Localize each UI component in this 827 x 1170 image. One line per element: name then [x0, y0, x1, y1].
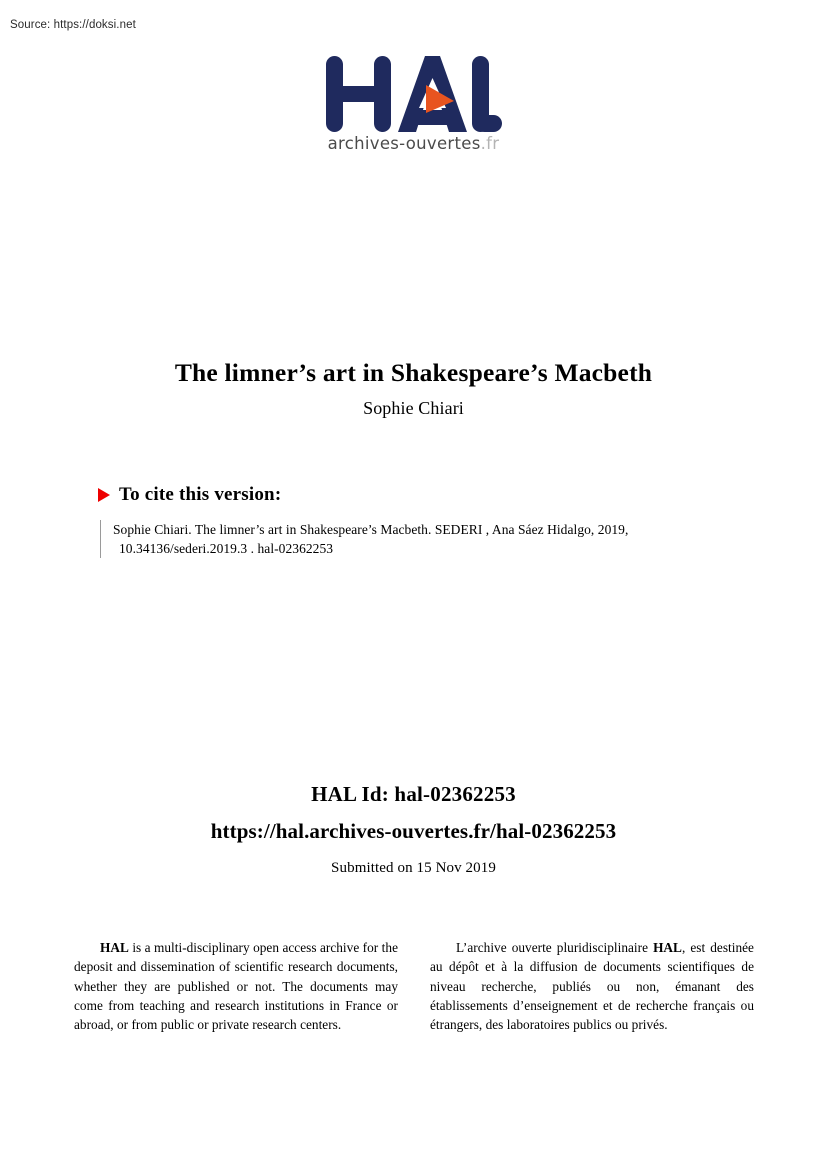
hal-id-block — [0, 784, 827, 877]
hal-id-url[interactable]: https://hal.archives-ouvertes.fr/hal-02362253 — [210, 819, 617, 843]
citation-line-2: 10.34136/sederi.2019.3 . hal-02362253 — [119, 541, 334, 557]
citation-block — [100, 520, 790, 558]
hal-logo-tagline — [0, 134, 827, 153]
hal-logo-tagline-main: archives-ouvertes — [327, 134, 481, 153]
hal-description-french — [430, 938, 754, 1034]
hal-lead-english: HAL — [100, 940, 129, 955]
hal-id-line: HAL Id: hal-02362253 — [311, 782, 516, 806]
hal-description-english — [74, 938, 398, 1034]
triangle-bullet-icon — [98, 488, 110, 502]
cite-heading-label: To cite this version: — [119, 484, 282, 505]
page-title: The limner’s art in Shakespeare’s Macbeth — [174, 358, 653, 387]
cite-section-heading — [98, 484, 281, 506]
title-block — [0, 358, 827, 419]
document-author: Sophie Chiari — [363, 398, 464, 419]
hal-description-columns — [74, 938, 754, 1034]
source-watermark: Source: https://doksi.net — [10, 19, 136, 31]
hal-description-english-text: is a multi-disciplinary open access archive for the deposit and dissemination of scientific research documents, whether they are published or not. The documents may come from teaching and research institutions in France or abroad, or from public or private research centers. — [74, 940, 398, 1033]
hal-description-french-prefix: L’archive ouverte pluridisciplinaire — [456, 940, 654, 955]
hal-logo-block — [0, 56, 827, 153]
citation-line-1: Sophie Chiari. The limner’s art in Shakespeare’s Macbeth. SEDERI , Ana Sáez Hidalgo, 2019, — [113, 522, 629, 537]
hal-lead-french: HAL — [653, 940, 682, 955]
hal-description-french-text: , est destinée au dépôt et à la diffusion de documents scientifiques de niveau recherche, publiés ou non, émanant des établissements d’enseignement et de recherche français ou étrangers, des laboratoires publics ou privés. — [430, 940, 754, 1033]
submitted-date: Submitted on 15 Nov 2019 — [331, 860, 496, 876]
hal-logo-icon — [326, 56, 502, 132]
hal-logo-tagline-tld: .fr — [480, 134, 500, 153]
